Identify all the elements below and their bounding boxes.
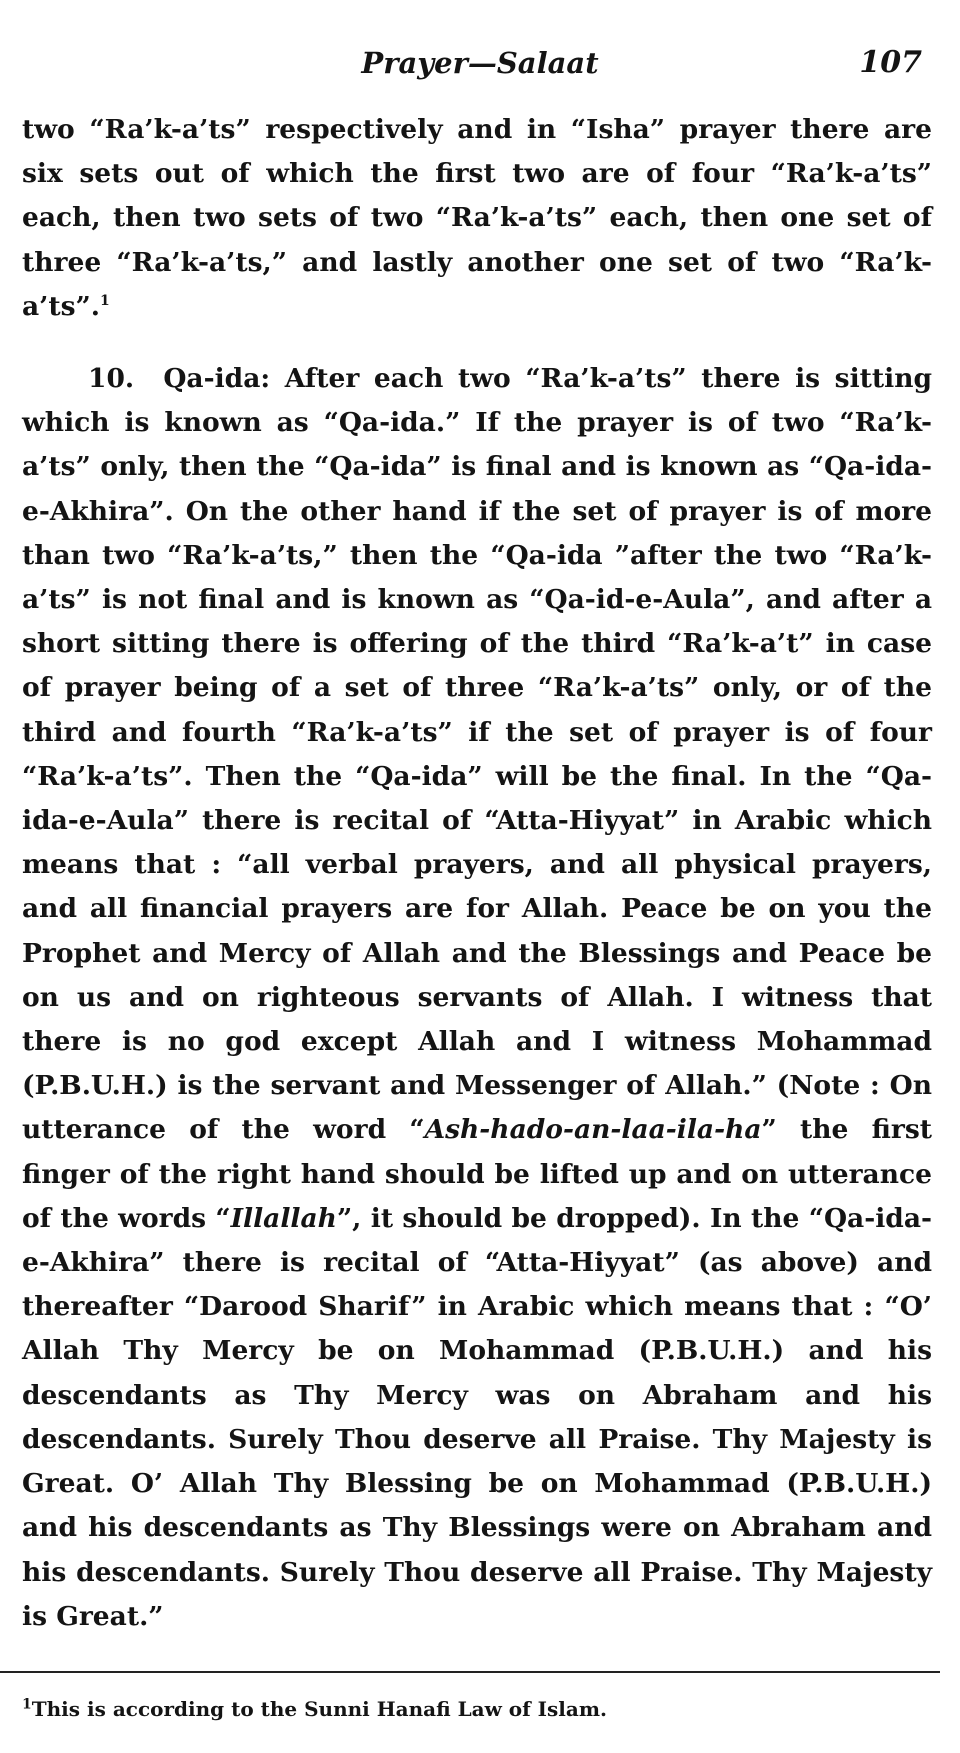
body-text (22, 108, 932, 1639)
footnote-text: This is according to the Sunni Hanafi Law of Islam. (31, 1697, 607, 1721)
paragraph-text-c: ”, it should be dropped). In the “Qa-ida-e-Akhira” there is recital of “Atta-Hiyyat” (as above) and thereafter “Darood Sharif” in Arabic which means that : “O’ Allah Thy Mercy be on Mohammad (P.B.U.H.) and his descendants as Thy Mercy was on Abraham and his descendants. Surely Thou deserve all Praise. Thy Majesty is Great. O’ Allah Thy Blessing be on Mohammad (P.B.U.H.) and his descendants as Thy Blessings were on Abraham and his descendants. Surely Thou deserve all Praise. Thy Majesty is Great.” (22, 1202, 932, 1632)
running-title: Prayer—Salaat (361, 46, 599, 80)
footnote-divider (0, 1671, 940, 1673)
paragraph-text-a: : After each two “Ra’k-a’ts” there is sitting which is known as “Qa-ida.” If the prayer is of two “Ra’k-a’ts” only, then the “Qa-ida” is final and is known as “Qa-ida-e-Akhira”. On the other hand if the set of prayer is of more than two “Ra’k-a’ts,” then the “Qa-ida ”after the two “Ra’k-a’ts” is not final and is known as “Qa-id-e-Aula”, and after a short sitting there is offering of the third “Ra’k-a’t” in case of prayer being of a set of three “Ra’k-a’ts” only, or of the third and fourth “Ra’k-a’ts” if the set of prayer is of four “Ra’k-a’ts”. Then the “Qa-ida” will be the final. In the “Qa-ida-e-Aula” there is recital of “Atta-Hiyyat” in Arabic which means that : “all verbal prayers, and all physical prayers, and all financial prayers are for Allah. Peace be on you the Prophet and Mercy of Allah and the Blessings and Peace be on us and on righteous servants of Allah. I witness that there is no god except Allah and I witness Mohammad (P.B.U.H.) is the servant and Messenger of Allah.” (Note : On utterance of the word “ (22, 363, 933, 1146)
footnote-marker: 1 (22, 1696, 32, 1713)
running-head (0, 38, 960, 88)
paragraph-continuation-text: two “Ra’k-a’ts” respectively and in “Isha” prayer there are six sets out of which the first two are of four “Ra’k-a’ts” each, then two sets of two “Ra’k-a’ts” each, then one set of three “Ra’k-a’ts,” and lastly another one set of two “Ra’k-a’ts”. (22, 114, 932, 322)
italic-term-ash-hado: Ash-hado-an-laa-ila-ha (424, 1114, 762, 1146)
paragraph-qa-ida (22, 357, 932, 1639)
footnote-reference: 1 (100, 292, 110, 309)
paragraph-continuation (22, 108, 932, 329)
term-qa-ida: Qa-ida (163, 363, 261, 395)
paragraph-text-b: ” the first finger of the right hand should be lifted up and on utterance of the words “ (22, 1114, 932, 1234)
page-number: 107 (859, 45, 922, 80)
footnote (22, 1694, 922, 1724)
paragraph-number: 10. (88, 363, 135, 395)
italic-term-illallah: Illallah (230, 1202, 337, 1234)
